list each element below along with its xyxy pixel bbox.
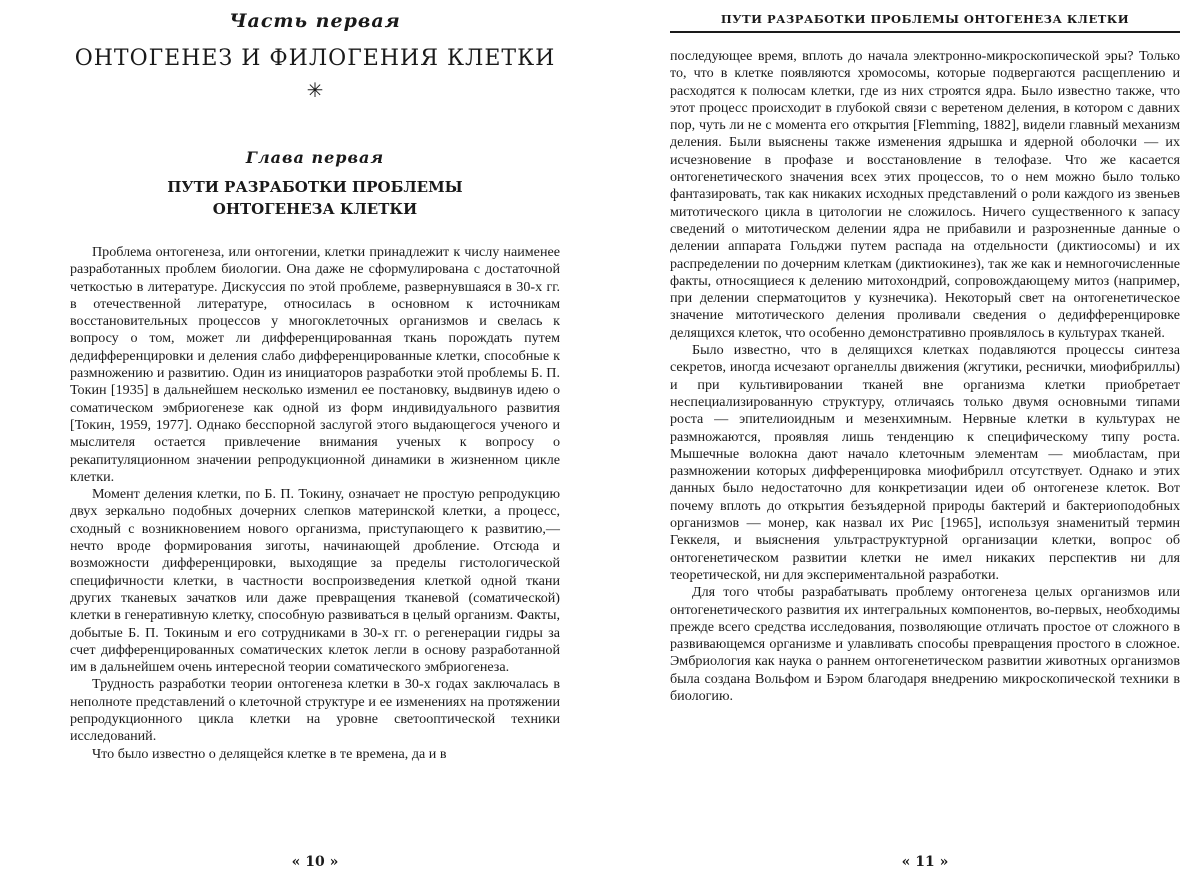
paragraph: последующее время, вплоть до начала электронно-микроскопической эры? Только то, что в клетке появляются хромосомы, которые подвергаются расщеплению и расходятся к полюсам клетки, где из них строятся ядра. Было известно также, что этот процесс происходит в глубокой связи с веретеном деления, в котором с давних пор, чуть ли не с момента его открытия [Flemming, 1882], видели главный механизм деления. Были выяснены также изменения ядрышка и ядерной оболочки — их исчезновение в профазе и восстановление в телофазе. Что же касается онтогенетического значения всех этих процессов, то о нем можно было только фантазировать, так как никаких исходных представлений о роли каждого из звеньев митотического цикла в цитологии не сложилось. Ничего существенного к запасу сведений о митотическом делении ядра не прибавили и разрозненные данные о делении аппарата Гольджи путем распада на отдельности (диктиосомы) и их распределении по дочерним клеткам (диктиокинез), так же как и немногочисленные факты, относящиеся к делению митохондрий, сопровождающему митоз (например, при делении сперматоцитов у кузнечика). Некоторый свет на онтогенетическое значение митотического деления проливали сведения о дедифференцировке делящихся клеток, что особенно демонстративно проявлялось в культурах тканей. [670, 48, 1180, 341]
right-body-text [670, 48, 1180, 705]
paragraph: Было известно, что в делящихся клетках подавляются процессы синтеза секретов, иногда исчезают органеллы движения (жгутики, реснички, миофибриллы) и при культивировании тканей вне организма клетки приобретает неспециализированную структуру, отличаясь только двумя основными типами роста — эпителиоидным и мезенхимным. Нервные клетки в культурах не размножаются, проявляя лишь тенденцию к специфическому типу роста. Мышечные волокна дают начало клеточным элементам — миобластам, при размножении которых дифференцировка миофибрилл отсутствует. Однако и этих данных было недостаточно для конкретизации идеи об онтогенезе клеток. Вот почему вплоть до открытия безъядерной природы бактерий и бактериоподобных организмов — монер, как назвал их Рис [1965], используя знаменитый термин Геккеля, и выяснения ультраструктурной организации клетки, вопрос об онтогенетическом развитии клетки не имел никаких перспектив ни для теоретической, ни для экспериментальной разработки. [670, 342, 1180, 583]
paragraph: Трудность разработки теории онтогенеза клетки в 30-х годах заключалась в неполноте представлений о клеточной структуре и ее изменениях на протяжении репродукционного цикла клетки на уровне светооптической техники исследований. [70, 676, 560, 745]
chapter-title-line: ПУТИ РАЗРАБОТКИ ПРОБЛЕМЫ [167, 178, 463, 196]
page-number: « 11 » [901, 854, 949, 870]
chapter-title [70, 176, 560, 220]
paragraph: Момент деления клетки, по Б. П. Токину, означает не простую репродукцию двух зеркально подобных дочерних слепков материнской клетки, а процесс, сходный с возникновением нового организма, приступающего к развитию,— нечто вроде формирования зиготы, начинающей дробление. Отсюда и возможности дифференцировки, выходящие за пределы гистологической специфичности клетки, в частности воспроизведения клеткой одной ткани других тканевых зачатков или даже превращения тканевой (соматической) клетки в генеративную клетку, способную развиваться в целый организм. Факты, добытые Б. П. Токиным и его сотрудниками в 30-х гг. о регенерации гидры за счет дифференцированных соматических клеток легли в основу разработанной им в дальнейшем очень интересной теории соматического эмбриогенеза. [70, 486, 560, 676]
asterisk-ornament: ✳ [306, 78, 324, 102]
paragraph: Что было известно о делящейся клетке в те времена, да и в [92, 745, 447, 762]
header-rule [670, 31, 1180, 33]
running-head: ПУТИ РАЗРАБОТКИ ПРОБЛЕМЫ ОНТОГЕНЕЗА КЛЕТКИ [720, 12, 1130, 26]
chapter-label: Глава первая [245, 148, 385, 167]
page-number: « 10 » [291, 854, 339, 870]
chapter-title-line: ОНТОГЕНЕЗА КЛЕТКИ [212, 200, 418, 218]
part-label: Часть первая [229, 10, 401, 32]
right-page [600, 0, 1200, 887]
paragraph: Проблема онтогенеза, или онтогении, клетки принадлежит к числу наименее разработанных проблем биологии. Она даже не сформулирована с достаточной четкостью в литературе. Дискуссия по этой проблеме, развернувшаяся в 30-х гг. в отечественной литературе, относилась в основном к источникам восстановительных процессов у многоклеточных организмов и свелась к вопросу о том, может ли дифференцированная ткань порождать путем дедифференцировки и деления слабо дифференцированные клетки, способные к размножению и развитию. Один из инициаторов разработки этой проблемы Б. П. Токин [1935] в дальнейшем несколько изменил ее постановку, выдвинув идею о соматическом эмбриогенезе как одной из форм индивидуального развития [Токин, 1959, 1977]. Однако бесспорной заслугой этого выдающегося ученого и мыслителя остается привлечение внимания ученых к вопросу о рекапитуляционном значении репродукционной динамики в жизненном цикле клетки. [70, 244, 560, 485]
paragraph: Для того чтобы разрабатывать проблему онтогенеза целых организмов или онтогенетического развития их интегральных компонентов, во-первых, необходимы прежде всего средства исследования, позволяющие отличать простое от сложного в развивающемся организме и улавливать способы превращения простого в сложное. Эмбриология как наука о раннем онтогенетическом развитии животных организмов была создана Вольфом и Бэром благодаря внедрению микроскопической техники в биологию. [670, 584, 1180, 704]
left-body-text [70, 244, 560, 763]
book-title: ОНТОГЕНЕЗ И ФИЛОГЕНИЯ КЛЕТКИ [74, 46, 556, 71]
